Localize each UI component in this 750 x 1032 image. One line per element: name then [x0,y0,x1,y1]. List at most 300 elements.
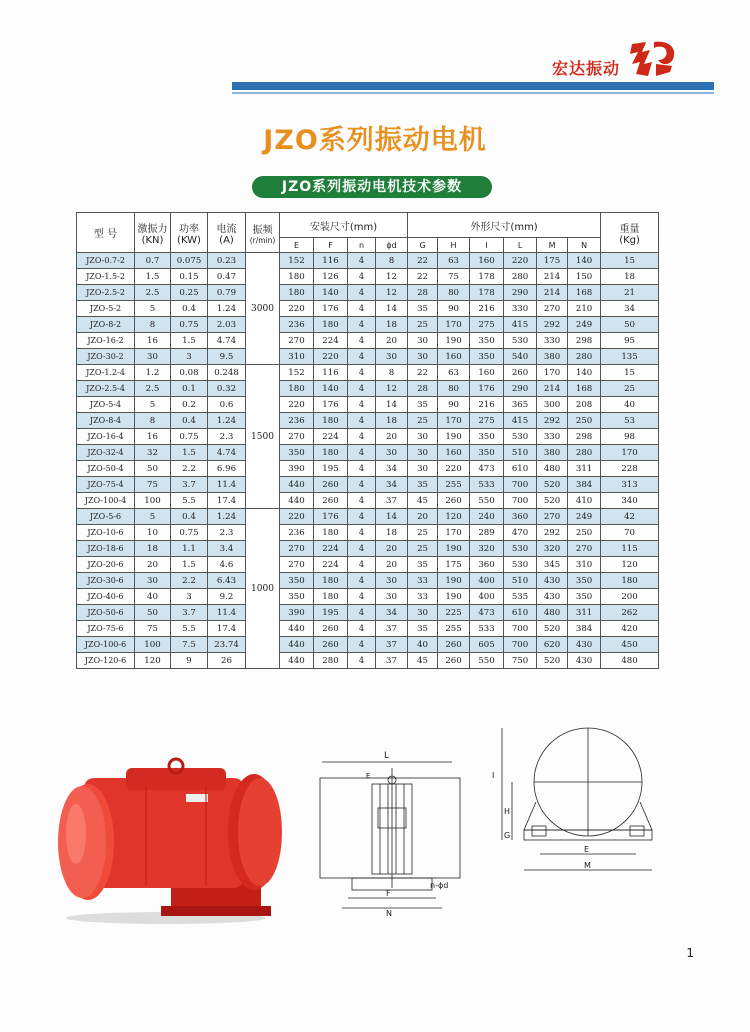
value-cell: 22 [408,253,438,269]
value-cell: 4.74 [208,445,246,461]
value-cell: 430 [537,573,568,589]
header-force: 激振力 (KN) [135,213,171,253]
header-weight: 重量 (Kg) [601,213,659,253]
value-cell: 224 [314,557,348,573]
table-row [77,509,659,525]
value-cell: 1.5 [135,269,171,285]
value-cell: 0.32 [208,381,246,397]
value-cell: 4 [348,301,376,317]
value-cell: 22 [408,365,438,381]
value-cell: 40 [135,589,171,605]
value-cell: 14 [376,397,408,413]
value-cell: 2.5 [135,381,171,397]
value-cell: 1.2 [135,365,171,381]
value-cell: 178 [470,269,504,285]
header-h: H [438,238,470,253]
value-cell: 18 [135,541,171,557]
value-cell: 45 [408,653,438,669]
value-cell: 195 [314,605,348,621]
value-cell: 2.3 [208,429,246,445]
value-cell: 37 [376,653,408,669]
value-cell: 180 [280,269,314,285]
value-cell: 4 [348,621,376,637]
frequency-cell: 1500 [246,365,280,509]
value-cell: 0.75 [171,525,208,541]
value-cell: 0.47 [208,269,246,285]
value-cell: 30 [376,445,408,461]
value-cell: 37 [376,637,408,653]
table-row [77,349,659,365]
model-cell: JZO-50-4 [77,461,135,477]
value-cell: 30 [135,349,171,365]
value-cell: 160 [470,365,504,381]
value-cell: 1.5 [171,333,208,349]
value-cell: 70 [601,525,659,541]
table-row [77,461,659,477]
value-cell: 220 [280,397,314,413]
value-cell: 120 [135,653,171,669]
value-cell: 262 [601,605,659,621]
table-row [77,285,659,301]
value-cell: 116 [314,365,348,381]
value-cell: 9 [171,653,208,669]
value-cell: 440 [280,653,314,669]
value-cell: 224 [314,541,348,557]
model-cell: JZO-75-4 [77,477,135,493]
value-cell: 80 [438,381,470,397]
value-cell: 350 [470,349,504,365]
value-cell: 289 [470,525,504,541]
value-cell: 440 [280,637,314,653]
header-model: 型 号 [77,213,135,253]
value-cell: 175 [537,253,568,269]
value-cell: 214 [537,269,568,285]
value-cell: 50 [135,461,171,477]
value-cell: 0.1 [171,381,208,397]
value-cell: 255 [438,477,470,493]
value-cell: 520 [537,621,568,637]
value-cell: 220 [280,301,314,317]
value-cell: 8 [376,365,408,381]
value-cell: 260 [438,653,470,669]
value-cell: 11.4 [208,477,246,493]
header-l: L [504,238,537,253]
value-cell: 250 [568,525,601,541]
value-cell: 610 [504,605,537,621]
dim-n-label: N [386,909,392,918]
value-cell: 190 [438,573,470,589]
dim-f-label: F [386,889,391,898]
value-cell: 160 [470,253,504,269]
value-cell: 1.24 [208,301,246,317]
value-cell: 4.6 [208,557,246,573]
value-cell: 18 [376,317,408,333]
value-cell: 30 [376,349,408,365]
value-cell: 275 [470,413,504,429]
value-cell: 330 [537,429,568,445]
brand-name: 宏达振动 [551,59,620,78]
value-cell: 350 [280,445,314,461]
value-cell: 440 [280,493,314,509]
value-cell: 410 [568,493,601,509]
value-cell: 40 [408,637,438,653]
value-cell: 550 [470,493,504,509]
value-cell: 510 [504,445,537,461]
value-cell: 4 [348,509,376,525]
value-cell: 520 [537,477,568,493]
value-cell: 520 [537,493,568,509]
value-cell: 4 [348,461,376,477]
value-cell: 34 [376,477,408,493]
model-cell: JZO-2.5-2 [77,285,135,301]
value-cell: 260 [314,637,348,653]
value-cell: 3.7 [171,477,208,493]
dim-e2-label: E [584,845,590,854]
value-cell: 12 [376,269,408,285]
value-cell: 4 [348,269,376,285]
value-cell: 2.2 [171,573,208,589]
value-cell: 313 [601,477,659,493]
value-cell: 2.3 [208,525,246,541]
value-cell: 0.75 [171,429,208,445]
value-cell: 480 [537,461,568,477]
value-cell: 260 [438,493,470,509]
value-cell: 190 [438,333,470,349]
value-cell: 16 [135,429,171,445]
dim-i-label: I [492,771,495,780]
value-cell: 298 [568,333,601,349]
value-cell: 75 [438,269,470,285]
value-cell: 430 [537,589,568,605]
header-install-dims: 安装尺寸(mm) [280,213,408,238]
value-cell: 1.5 [171,557,208,573]
value-cell: 270 [537,509,568,525]
value-cell: 310 [280,349,314,365]
value-cell: 14 [376,509,408,525]
value-cell: 3 [171,349,208,365]
value-cell: 0.15 [171,269,208,285]
header-n2: N [568,238,601,253]
value-cell: 380 [537,445,568,461]
table-row [77,493,659,509]
table-row [77,397,659,413]
value-cell: 180 [314,573,348,589]
model-cell: JZO-8-4 [77,413,135,429]
value-cell: 35 [408,557,438,573]
value-cell: 250 [568,413,601,429]
value-cell: 8 [135,317,171,333]
value-cell: 115 [601,541,659,557]
value-cell: 80 [438,285,470,301]
value-cell: 20 [408,509,438,525]
value-cell: 470 [504,525,537,541]
value-cell: 11.4 [208,605,246,621]
value-cell: 35 [408,397,438,413]
value-cell: 1.1 [171,541,208,557]
dim-m-label: M [584,861,591,870]
value-cell: 330 [504,301,537,317]
value-cell: 176 [314,509,348,525]
value-cell: 275 [470,317,504,333]
value-cell: 220 [438,461,470,477]
value-cell: 225 [438,605,470,621]
value-cell: 4 [348,333,376,349]
value-cell: 210 [568,301,601,317]
value-cell: 0.08 [171,365,208,381]
value-cell: 4 [348,525,376,541]
dim-l-label: L [384,751,390,761]
value-cell: 25 [408,317,438,333]
value-cell: 415 [504,413,537,429]
model-cell: JZO-40-6 [77,589,135,605]
value-cell: 384 [568,477,601,493]
value-cell: 473 [470,605,504,621]
value-cell: 30 [135,573,171,589]
value-cell: 384 [568,621,601,637]
value-cell: 4 [348,589,376,605]
value-cell: 34 [376,461,408,477]
value-cell: 4 [348,653,376,669]
table-row [77,365,659,381]
value-cell: 176 [314,397,348,413]
table-row [77,381,659,397]
value-cell: 350 [280,589,314,605]
value-cell: 4 [348,349,376,365]
value-cell: 700 [504,621,537,637]
value-cell: 280 [314,653,348,669]
value-cell: 170 [537,365,568,381]
value-cell: 90 [438,301,470,317]
value-cell: 5 [135,397,171,413]
header-current: 电流 (A) [208,213,246,253]
value-cell: 3 [171,589,208,605]
value-cell: 33 [408,589,438,605]
value-cell: 12 [376,285,408,301]
value-cell: 28 [408,285,438,301]
value-cell: 5 [135,301,171,317]
header-bar-thin [232,92,714,94]
value-cell: 260 [314,477,348,493]
model-cell: JZO-30-2 [77,349,135,365]
value-cell: 21 [601,285,659,301]
table-row [77,253,659,269]
model-cell: JZO-2.5-4 [77,381,135,397]
value-cell: 345 [537,557,568,573]
table-title-badge: JZO系列振动电机技术参数 [252,176,492,198]
value-cell: 190 [438,429,470,445]
value-cell: 30 [408,429,438,445]
value-cell: 4 [348,541,376,557]
value-cell: 180 [314,525,348,541]
value-cell: 400 [470,573,504,589]
value-cell: 90 [438,397,470,413]
value-cell: 45 [408,493,438,509]
value-cell: 365 [504,397,537,413]
table-row [77,333,659,349]
table-row [77,541,659,557]
value-cell: 152 [280,253,314,269]
value-cell: 310 [568,557,601,573]
frequency-cell: 3000 [246,253,280,365]
model-cell: JZO-32-4 [77,445,135,461]
value-cell: 63 [438,253,470,269]
value-cell: 1.5 [171,445,208,461]
value-cell: 4 [348,493,376,509]
value-cell: 430 [568,637,601,653]
value-cell: 30 [408,333,438,349]
value-cell: 32 [135,445,171,461]
value-cell: 30 [376,589,408,605]
header-e: E [280,238,314,253]
value-cell: 236 [280,525,314,541]
value-cell: 170 [601,445,659,461]
header-n: n [348,238,376,253]
value-cell: 530 [504,541,537,557]
value-cell: 360 [470,557,504,573]
value-cell: 4 [348,397,376,413]
model-cell: JZO-16-2 [77,333,135,349]
value-cell: 5 [135,509,171,525]
value-cell: 270 [280,429,314,445]
value-cell: 35 [408,621,438,637]
value-cell: 2.5 [135,285,171,301]
value-cell: 311 [568,605,601,621]
value-cell: 0.4 [171,413,208,429]
value-cell: 224 [314,429,348,445]
dim-g-label: G [504,831,511,840]
value-cell: 30 [408,461,438,477]
value-cell: 75 [135,621,171,637]
value-cell: 140 [314,381,348,397]
model-cell: JZO-10-6 [77,525,135,541]
value-cell: 280 [504,269,537,285]
value-cell: 228 [601,461,659,477]
value-cell: 30 [408,605,438,621]
value-cell: 34 [601,301,659,317]
value-cell: 4 [348,253,376,269]
frequency-cell: 1000 [246,509,280,669]
value-cell: 14 [376,301,408,317]
header-m: M [537,238,568,253]
value-cell: 20 [376,541,408,557]
value-cell: 350 [568,589,601,605]
value-cell: 292 [537,525,568,541]
value-cell: 120 [438,509,470,525]
value-cell: 480 [537,605,568,621]
value-cell: 540 [504,349,537,365]
model-cell: JZO-75-6 [77,621,135,637]
value-cell: 700 [504,637,537,653]
value-cell: 0.2 [171,397,208,413]
table-row [77,269,659,285]
table-row [77,573,659,589]
value-cell: 1.24 [208,413,246,429]
value-cell: 35 [408,477,438,493]
value-cell: 63 [438,365,470,381]
value-cell: 4 [348,477,376,493]
value-cell: 7.5 [171,637,208,653]
table-row [77,317,659,333]
value-cell: 550 [470,653,504,669]
value-cell: 535 [504,589,537,605]
value-cell: 240 [470,509,504,525]
header-i: I [470,238,504,253]
value-cell: 140 [568,365,601,381]
value-cell: 280 [568,445,601,461]
value-cell: 4 [348,445,376,461]
value-cell: 0.25 [171,285,208,301]
value-cell: 280 [568,349,601,365]
header-d: ϕd [376,238,408,253]
value-cell: 6.96 [208,461,246,477]
value-cell: 450 [601,637,659,653]
value-cell: 2.2 [171,461,208,477]
value-cell: 0.075 [171,253,208,269]
dim-nd-label: n-ϕd [430,881,449,890]
model-cell: JZO-5-2 [77,301,135,317]
value-cell: 170 [438,413,470,429]
value-cell: 4 [348,381,376,397]
value-cell: 249 [568,317,601,333]
value-cell: 350 [568,573,601,589]
table-row [77,413,659,429]
value-cell: 620 [537,637,568,653]
value-cell: 220 [504,253,537,269]
value-cell: 700 [504,493,537,509]
value-cell: 0.6 [208,397,246,413]
value-cell: 6.43 [208,573,246,589]
model-cell: JZO-30-6 [77,573,135,589]
value-cell: 270 [568,541,601,557]
value-cell: 216 [470,301,504,317]
value-cell: 95 [601,333,659,349]
value-cell: 42 [601,509,659,525]
value-cell: 9.2 [208,589,246,605]
value-cell: 260 [504,365,537,381]
value-cell: 190 [438,541,470,557]
value-cell: 16 [135,333,171,349]
value-cell: 25 [408,525,438,541]
value-cell: 28 [408,381,438,397]
value-cell: 170 [438,317,470,333]
value-cell: 360 [504,509,537,525]
value-cell: 160 [438,445,470,461]
value-cell: 290 [504,285,537,301]
value-cell: 220 [280,509,314,525]
value-cell: 30 [408,349,438,365]
value-cell: 98 [601,429,659,445]
value-cell: 170 [438,525,470,541]
value-cell: 26 [208,653,246,669]
table-row [77,605,659,621]
header-f: F [314,238,348,253]
value-cell: 216 [470,397,504,413]
value-cell: 20 [135,557,171,573]
vibration-motor-photo [56,756,296,926]
value-cell: 4 [348,317,376,333]
value-cell: 510 [504,573,537,589]
value-cell: 8 [135,413,171,429]
value-cell: 236 [280,317,314,333]
value-cell: 18 [376,525,408,541]
value-cell: 390 [280,605,314,621]
value-cell: 20 [376,557,408,573]
model-cell: JZO-20-6 [77,557,135,573]
value-cell: 260 [314,621,348,637]
value-cell: 120 [601,557,659,573]
value-cell: 260 [438,637,470,653]
value-cell: 390 [280,461,314,477]
